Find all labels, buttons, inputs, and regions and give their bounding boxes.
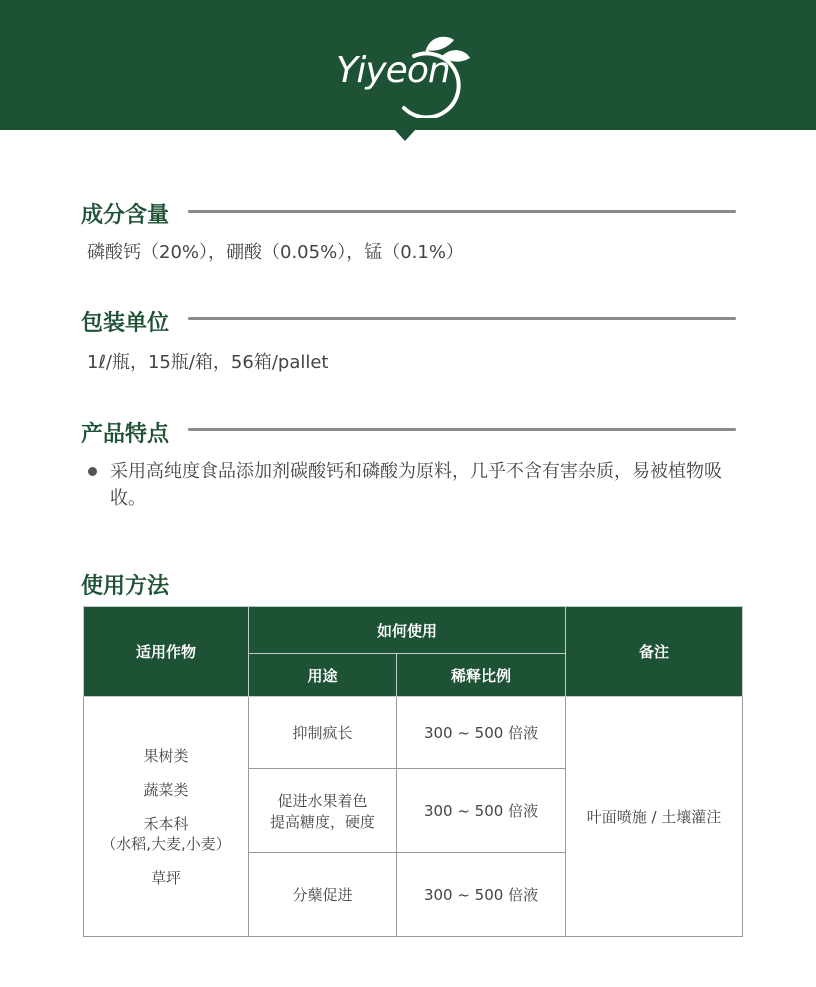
purpose-text: 分蘖促进 <box>292 886 353 904</box>
purpose-cell <box>249 697 397 769</box>
header-purpose: 用途 <box>249 654 397 697</box>
header-notch <box>394 129 416 141</box>
ingredients-text: 磷酸钙（20%），硼酸（0.05%），锰（0.1%） <box>87 242 464 263</box>
purpose-cell <box>249 853 397 937</box>
crop-item: 草坪 <box>150 868 181 887</box>
usage-title: 使用方法 <box>81 574 170 599</box>
header-banner <box>0 0 816 130</box>
features-title: 产品特点 <box>81 422 170 447</box>
usage-table <box>83 606 743 937</box>
brand-logo <box>318 28 498 118</box>
brand-name: Yiyeon <box>336 50 450 91</box>
remarks-cell: 叶面喷施 / 土壤灌注 <box>566 697 743 937</box>
header-remarks: 备注 <box>566 607 743 697</box>
purpose-text: 促进水果着色 <box>277 791 368 810</box>
packaging-title: 包装单位 <box>81 311 170 336</box>
features-bullet-text: 采用高纯度食品添加剂碳酸钙和磷酸为原料，几乎不含有害杂质，易被植物吸收。 <box>110 461 722 509</box>
ingredients-divider <box>188 210 736 213</box>
dilution-cell: 300 ~ 500 倍液 <box>397 853 566 937</box>
header-how-to-use: 如何使用 <box>249 607 566 654</box>
crop-item: （水稻,大麦,小麦） <box>101 834 231 853</box>
crop-list <box>84 746 248 888</box>
crop-cell <box>84 697 249 937</box>
bullet-icon <box>88 467 97 476</box>
dilution-cell: 300 ~ 500 倍液 <box>397 697 566 769</box>
table-row <box>84 697 743 769</box>
packaging-divider <box>188 317 736 320</box>
dilution-cell: 300 ~ 500 倍液 <box>397 769 566 853</box>
purpose-text-second-line: 提高糖度，硬度 <box>269 812 375 831</box>
header-dilution: 稀释比例 <box>397 654 566 697</box>
purpose-cell <box>249 769 397 853</box>
ingredients-title: 成分含量 <box>81 203 170 228</box>
header-crop: 适用作物 <box>84 607 249 697</box>
packaging-text: 1ℓ/瓶，15瓶/箱，56箱/pallet <box>87 352 329 373</box>
purpose-text: 抑制疯长 <box>292 724 353 742</box>
crop-item: 禾本科 <box>143 814 189 833</box>
features-divider <box>188 428 736 431</box>
crop-item: 蔬菜类 <box>143 780 189 799</box>
features-bullet <box>88 458 748 512</box>
crop-item: 果树类 <box>143 746 189 765</box>
